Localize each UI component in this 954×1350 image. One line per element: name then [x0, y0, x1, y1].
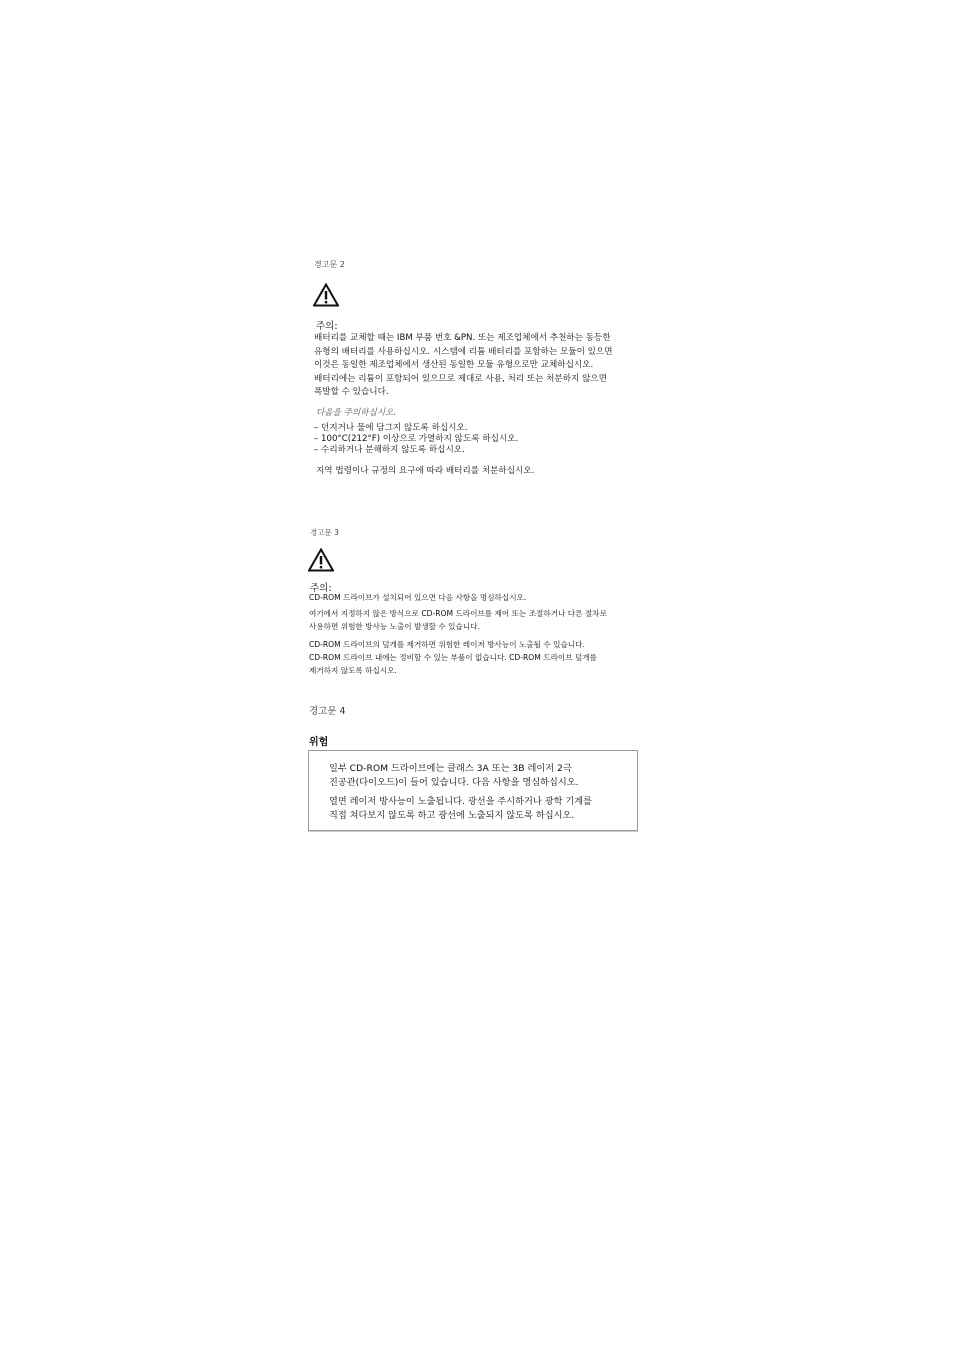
statement-4-para-1	[329, 762, 579, 790]
text-line: 배터리에는 리튬이 포함되어 있으므로 제대로 사용, 처리 또는 처분하지 않으면	[314, 373, 607, 384]
statement-2-note: 다음을 주의하십시오.	[316, 408, 397, 418]
list-item: – 100°C(212°F) 이상으로 가열하지 않도록 하십시오.	[314, 434, 519, 444]
text-line: 유형의 배터리를 사용하십시오. 시스템에 리튬 배터리를 포함하는 모듈이 있으면	[314, 346, 613, 357]
text-line: CD-ROM 드라이브 내에는 정비할 수 있는 부품이 없습니다. CD-ROM 드라이브 덮개를	[309, 652, 597, 662]
text-line: 배터리를 교체할 때는 IBM 부품 번호 &PN. 또는 제조업체에서 추천하는 동등한	[314, 333, 611, 343]
danger-box	[308, 750, 638, 831]
statement-3-label: 경고문 3	[310, 528, 339, 537]
statement-4-para-2	[329, 795, 592, 823]
statement-2-disposal: 지역 법령이나 규정의 요구에 따라 배터리를 처분하십시오.	[316, 466, 535, 476]
text-line: 제거하지 않도록 하십시오.	[309, 665, 397, 675]
statement-3-caution-heading: 주의:	[310, 583, 332, 594]
text-line: 폭발할 수 있습니다.	[314, 387, 389, 398]
statement-3-para-1	[309, 608, 607, 634]
statement-3-para-2	[309, 639, 597, 677]
statement-3-intro: CD-ROM 드라이브가 설치되어 있으면 다음 사항을 명심하십시오.	[309, 593, 527, 602]
statement-2-caution-heading: 주의:	[316, 321, 338, 332]
text-line: 사용하면 위험한 방사능 노출이 발생할 수 있습니다.	[309, 621, 480, 631]
list-item: – 수리하거나 분해하지 않도록 하십시오.	[314, 445, 465, 455]
text-line: 진공관(다이오드)이 들어 있습니다. 다음 사항을 명심하십시오.	[329, 777, 579, 788]
text-line: 일부 CD-ROM 드라이브에는 클래스 3A 또는 3B 레이저 2극	[329, 763, 572, 774]
statement-2-list	[314, 423, 518, 456]
statement-4-label: 경고문 4	[309, 706, 346, 717]
statement-2-label: 경고문 2	[314, 260, 345, 269]
warning-triangle-icon	[308, 548, 334, 572]
warning-triangle-icon	[313, 283, 339, 307]
text-line: 이것은 동일한 제조업체에서 생산된 동일한 모듈 유형으로만 교체하십시오.	[314, 360, 594, 371]
statement-4-danger-heading: 위험	[309, 737, 329, 748]
text-line: 직접 쳐다보지 않도록 하고 광선에 노출되지 않도록 하십시오.	[329, 810, 575, 821]
text-line: CD-ROM 드라이브의 덮개를 제거하면 위험한 레이저 방사능이 노출될 수 있습니다.	[309, 640, 585, 649]
statement-2-battery-text	[314, 332, 613, 400]
list-item: – 던지거나 물에 담그지 않도록 하십시오.	[314, 423, 468, 433]
text-line: 열면 레이저 방사능이 노출됩니다. 광선을 주시하거나 광학 기계를	[329, 796, 592, 807]
text-line: 여기에서 지정하지 않은 방식으로 CD-ROM 드라이브를 제어 또는 조절하거나 다른 절차로	[309, 609, 607, 618]
